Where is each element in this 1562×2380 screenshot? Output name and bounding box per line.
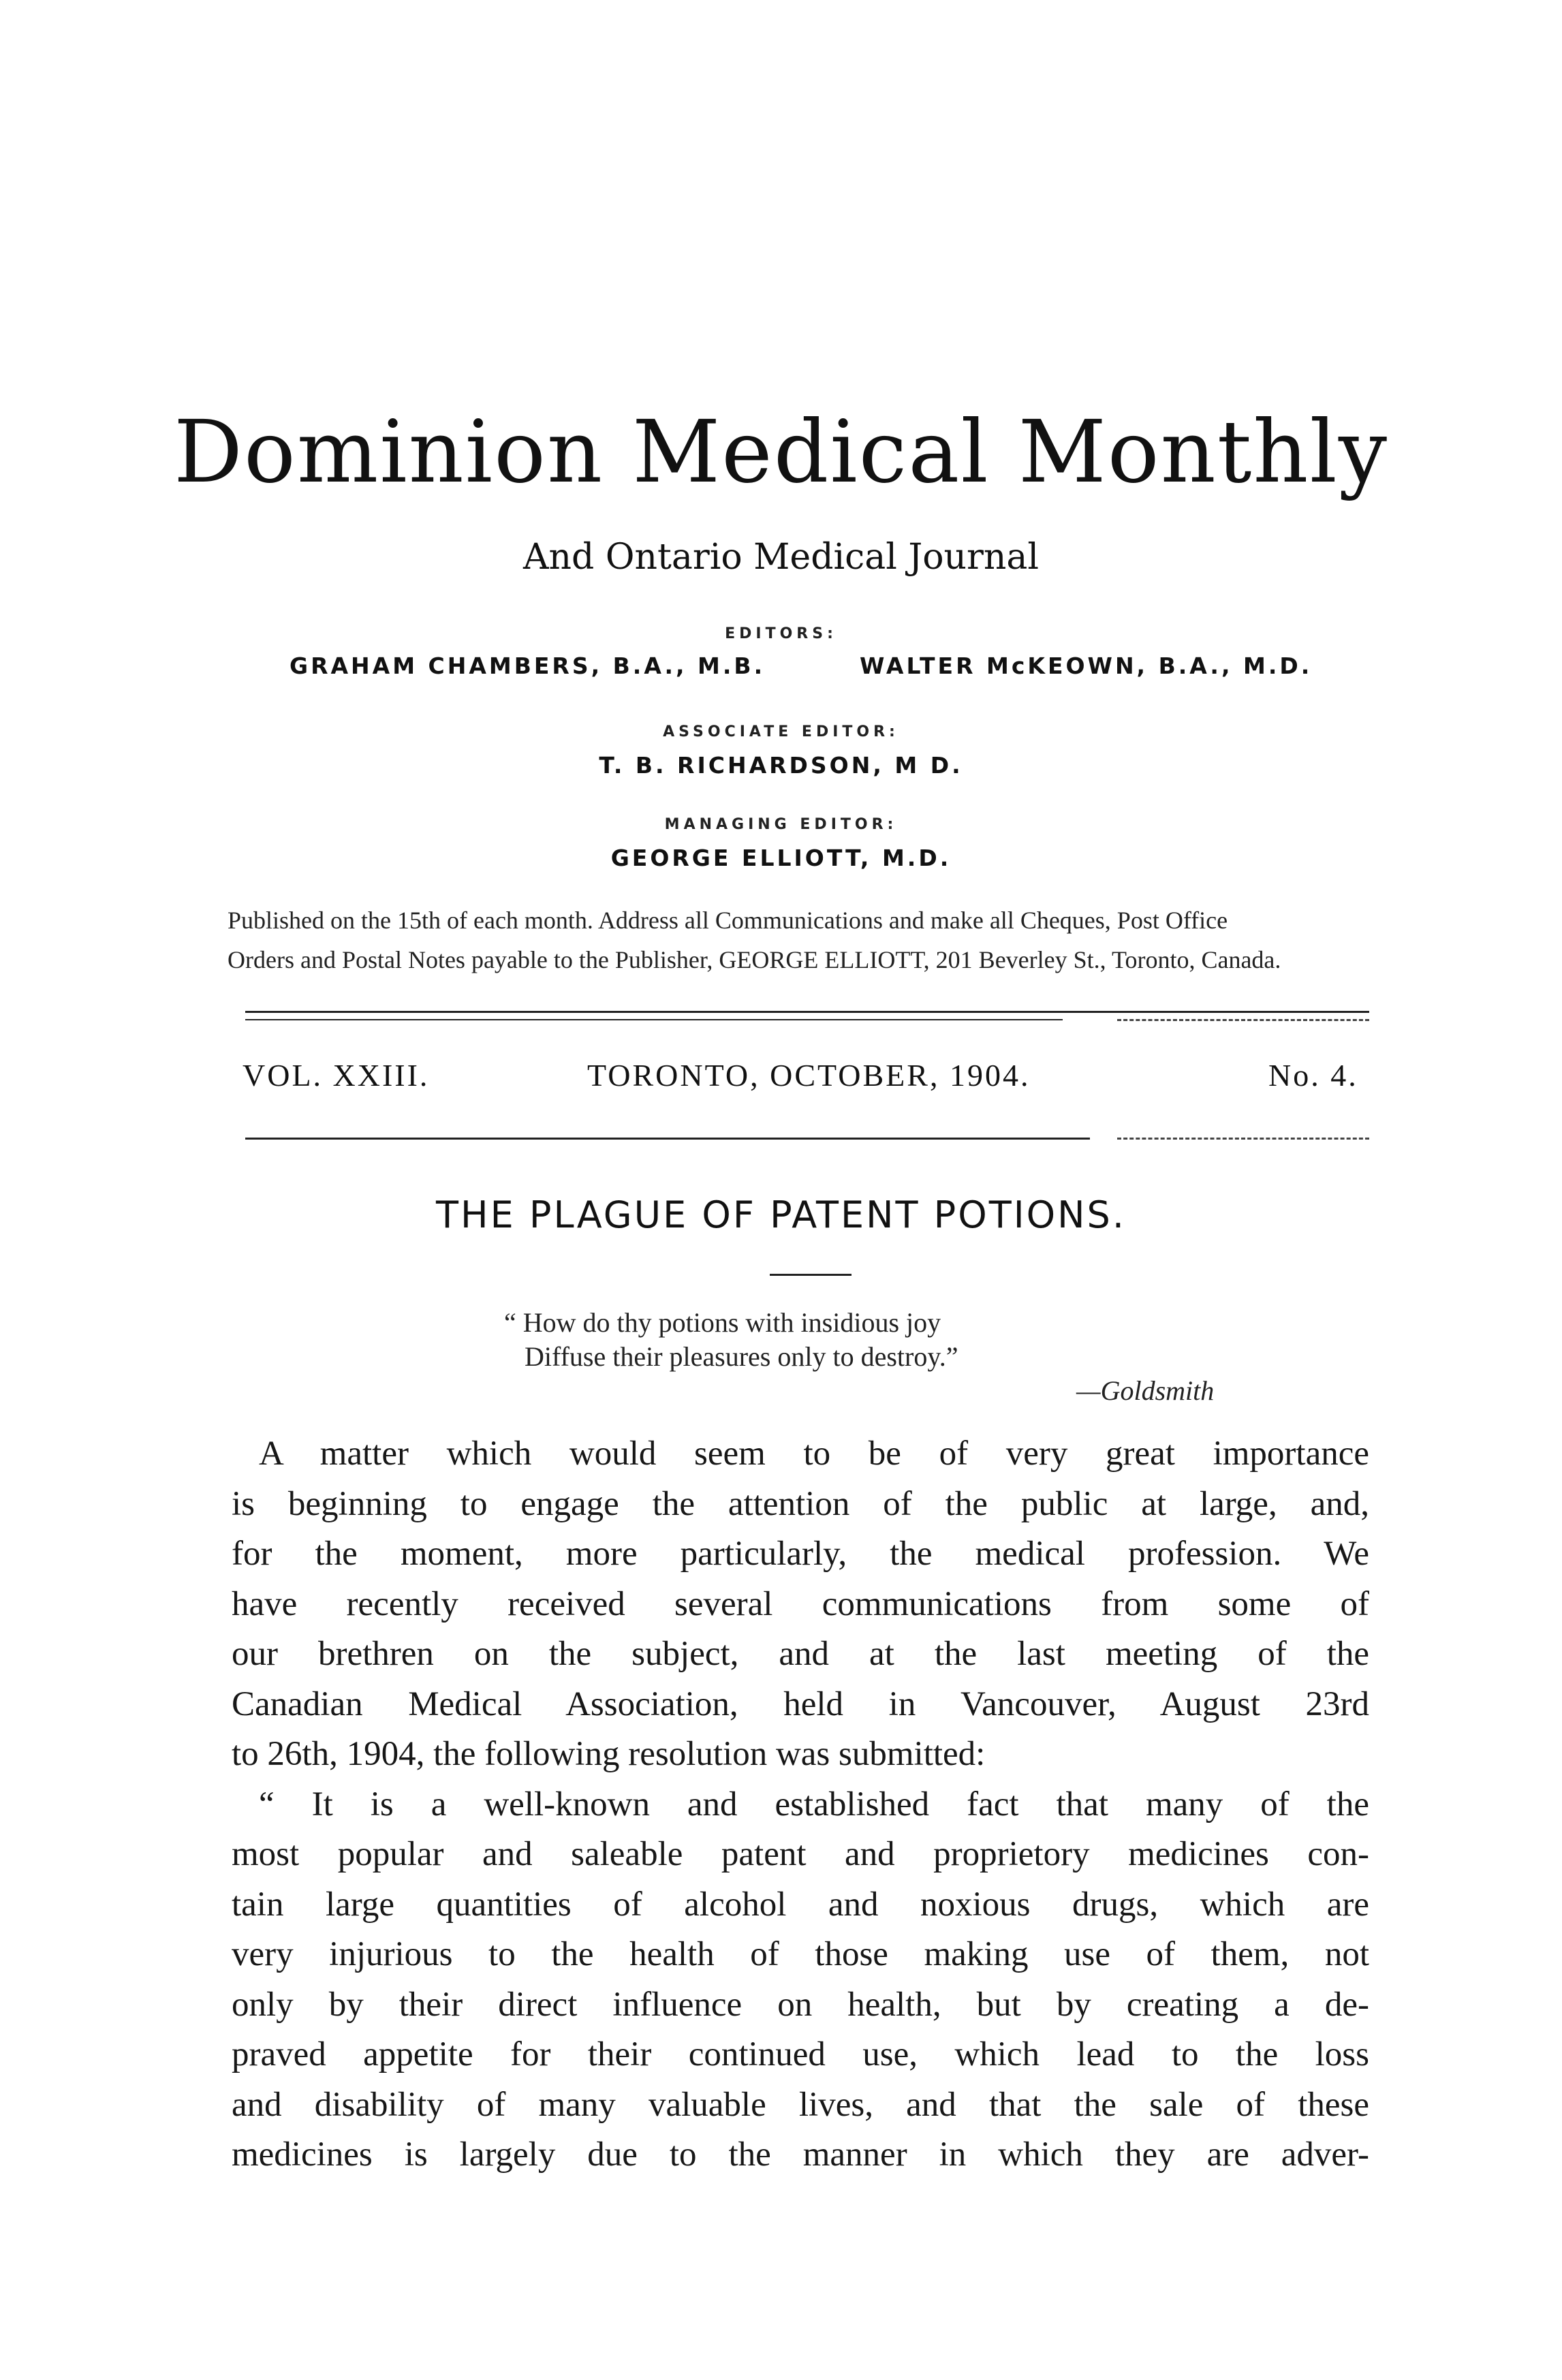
masthead-subtitle: And Ontario Medical Journal bbox=[522, 537, 1040, 578]
issue-volume: VOL. XXIII. bbox=[243, 1058, 430, 1093]
body-line: to 26th, 1904, the following resolution was submitted: bbox=[232, 1735, 986, 1773]
body-line: “ It is a well-known and established fact that many of the bbox=[259, 1785, 1369, 1823]
header-rule-second-dashed bbox=[1117, 1019, 1369, 1021]
body-line: is beginning to engage the attention of the public at large, and, bbox=[232, 1484, 1369, 1523]
editor-name-2: WALTER McKEOWN, B.A., M.D. bbox=[860, 653, 1313, 679]
body-line: most popular and saleable patent and proprietory medicines con- bbox=[232, 1835, 1369, 1873]
associate-editor-label: ASSOCIATE EDITOR: bbox=[663, 723, 899, 740]
body-line: very injurious to the health of those making use of them, not bbox=[232, 1935, 1369, 1973]
epigraph-attribution: —Goldsmith bbox=[1076, 1375, 1215, 1406]
title-divider bbox=[770, 1274, 852, 1276]
body-line: A matter which would seem to be of very great importance bbox=[259, 1435, 1369, 1473]
body-line: our brethren on the subject, and at the last meeting of the bbox=[232, 1635, 1369, 1673]
managing-editor-name: GEORGE ELLIOTT, M.D. bbox=[610, 845, 952, 871]
associate-editor-name: T. B. RICHARDSON, M D. bbox=[599, 752, 963, 779]
body-line: and disability of many valuable lives, and that the sale of these bbox=[232, 2085, 1369, 2124]
article-body bbox=[232, 1429, 1369, 2180]
body-line: only by their direct influence on health, but by creating a de- bbox=[232, 1985, 1369, 2024]
issue-rule-bottom bbox=[245, 1138, 1090, 1140]
body-line: have recently received several communications from some of bbox=[232, 1584, 1369, 1623]
issue-number: No. 4. bbox=[1268, 1058, 1358, 1093]
epigraph-line-2: Diffuse their pleasures only to destroy.” bbox=[525, 1341, 958, 1372]
body-line: tain large quantities of alcohol and noxious drugs, which are bbox=[232, 1885, 1369, 1924]
header-rule-second bbox=[245, 1019, 1063, 1020]
editors-label: EDITORS: bbox=[725, 625, 837, 642]
body-line: medicines is largely due to the manner in which they are adver- bbox=[232, 2135, 1369, 2174]
masthead-title: Dominion Medical Monthly bbox=[173, 402, 1389, 502]
managing-editor-label: MANAGING EDITOR: bbox=[664, 816, 898, 833]
body-line: Canadian Medical Association, held in Vancouver, August 23rd bbox=[232, 1685, 1369, 1723]
editor-name-1: GRAHAM CHAMBERS, B.A., M.B. bbox=[290, 653, 766, 679]
header-rule-top bbox=[245, 1011, 1369, 1013]
article-title: THE PLAGUE OF PATENT POTIONS. bbox=[436, 1193, 1126, 1236]
issue-rule-bottom-dashed bbox=[1117, 1138, 1369, 1140]
epigraph-line-1: “ How do thy potions with insidious joy bbox=[504, 1307, 941, 1338]
body-line: for the moment, more particularly, the medical profession. We bbox=[232, 1535, 1369, 1573]
publication-note-line-2: Orders and Postal Notes payable to the Publisher, GEORGE ELLIOTT, 201 Beverley St., Toronto, Canada. bbox=[228, 946, 1281, 973]
body-line: praved appetite for their continued use, which lead to the loss bbox=[232, 2035, 1369, 2073]
issue-place-date: TORONTO, OCTOBER, 1904. bbox=[587, 1058, 1031, 1093]
publication-note-line-1: Published on the 15th of each month. Address all Communications and make all Cheques, Post Office bbox=[228, 907, 1228, 934]
